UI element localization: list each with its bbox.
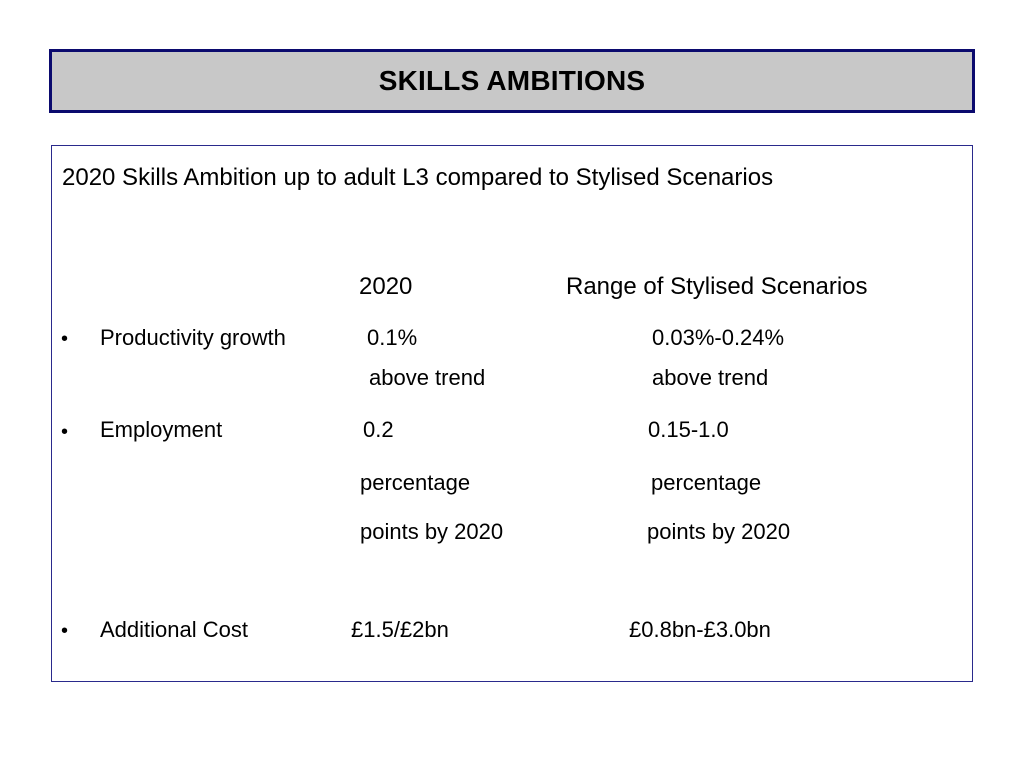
bullet-employment: • — [61, 421, 69, 443]
cost-2020-value: £1.5/£2bn — [351, 617, 449, 642]
productivity-2020-note: above trend — [369, 365, 486, 390]
productivity-range-note: above trend — [652, 365, 769, 390]
column-header-2020: 2020 — [359, 273, 413, 300]
row-label-employment: Employment — [100, 417, 223, 442]
employment-range-unit: percentage — [651, 470, 762, 495]
productivity-2020-value: 0.1% — [367, 325, 418, 350]
employment-2020-unit: percentage — [360, 470, 471, 495]
employment-range-value: 0.15-1.0 — [648, 417, 729, 442]
row-label-productivity: Productivity growth — [100, 325, 286, 350]
content-panel — [51, 145, 973, 682]
column-header-range: Range of Stylised Scenarios — [566, 273, 868, 300]
employment-range-note: points by 2020 — [647, 519, 791, 544]
title-banner — [49, 49, 975, 113]
employment-2020-note: points by 2020 — [360, 519, 504, 544]
subtitle: 2020 Skills Ambition up to adult L3 compared to Stylised Scenarios — [62, 164, 774, 191]
bullet-cost: • — [61, 620, 69, 642]
row-label-cost: Additional Cost — [100, 617, 248, 642]
productivity-range-value: 0.03%-0.24% — [652, 325, 785, 350]
cost-range-value: £0.8bn-£3.0bn — [629, 617, 771, 642]
slide-title: SKILLS AMBITIONS — [378, 65, 646, 96]
bullet-productivity: • — [61, 328, 69, 350]
employment-2020-value: 0.2 — [363, 417, 394, 442]
